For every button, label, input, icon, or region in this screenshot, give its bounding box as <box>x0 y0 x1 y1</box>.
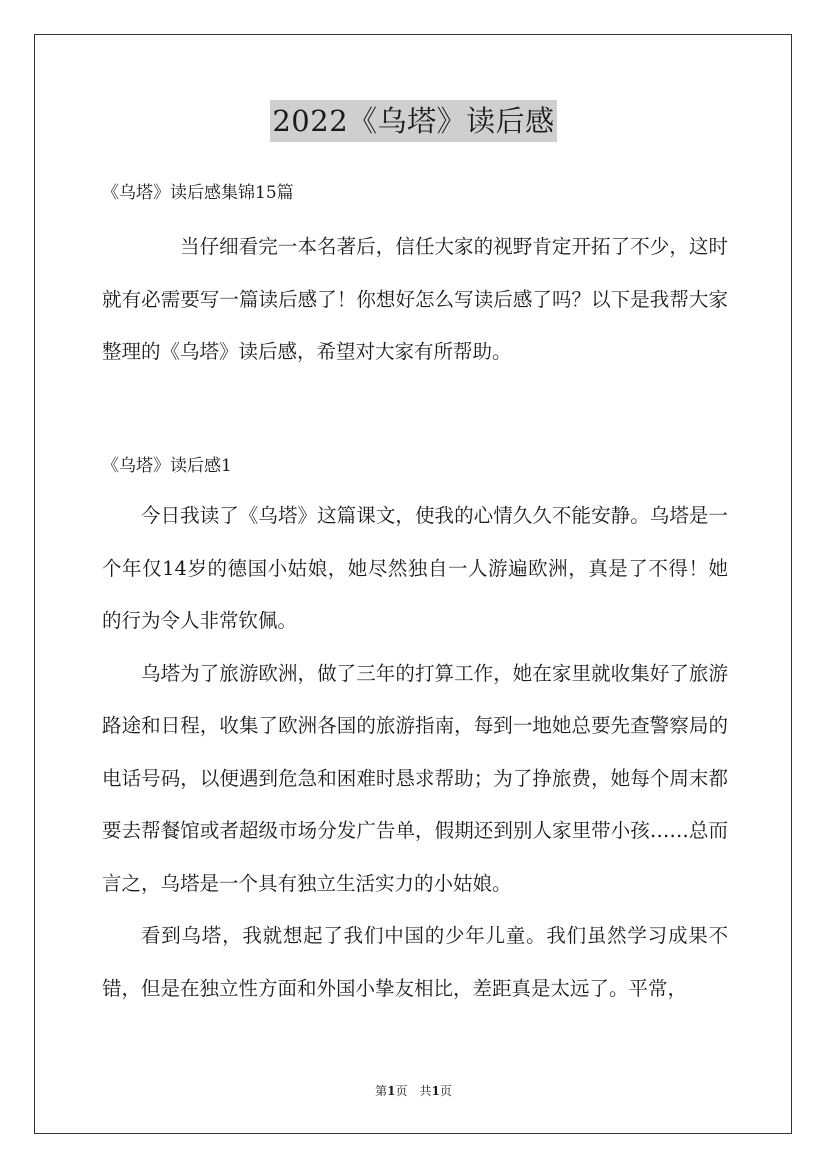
document-title: 2022《乌塔》读后感 <box>270 100 556 142</box>
footer-page-total: 1 <box>431 1084 440 1098</box>
paragraph-2: 乌塔为了旅游欧洲，做了三年的打算工作，她在家里就收集好了旅游路途和日程，收集了欧洲各国的旅游指南，每到一地她总要先查警察局的电话号码，以便遇到危急和困难时恳求帮助；为了挣旅费，她每个周末都要去帮餐馆或者超级市场分发广告单，假期还到别人家里带小孩……总而言之，乌塔是一个具有独立生活实力的小姑娘。 <box>102 661 728 895</box>
collection-heading: 《乌塔》读后感集锦15篇 <box>102 183 294 203</box>
footer-page-mid: 页 共 <box>395 1084 432 1098</box>
body-paragraphs <box>102 490 728 1015</box>
section-heading: 《乌塔》读后感1 <box>102 456 232 476</box>
paragraph-1: 今日我读了《乌塔》这篇课文，使我的心情久久不能安静。乌塔是一个年仅14岁的德国小姑娘，她尽然独自一人游遍欧洲，真是了不得！她的行为令人非常钦佩。 <box>102 504 728 632</box>
paragraph-3: 看到乌塔，我就想起了我们中国的少年儿童。我们虽然学习成果不错，但是在独立性方面和外国小挚友相比，差距真是太远了。平常， <box>102 924 728 1000</box>
intro-paragraph: 当仔细看完一本名著后，信任大家的视野肯定开拓了不少，这时就有必需要写一篇读后感了！你想好怎么写读后感了吗？以下是我帮大家整理的《乌塔》读后感，希望对大家有所帮助。 <box>102 235 728 363</box>
title-container <box>0 100 827 142</box>
footer-page-suffix: 页 <box>439 1084 452 1098</box>
page-footer <box>0 1082 827 1100</box>
footer-page-number: 1 <box>387 1084 396 1098</box>
footer-page-prefix: 第 <box>375 1084 388 1098</box>
